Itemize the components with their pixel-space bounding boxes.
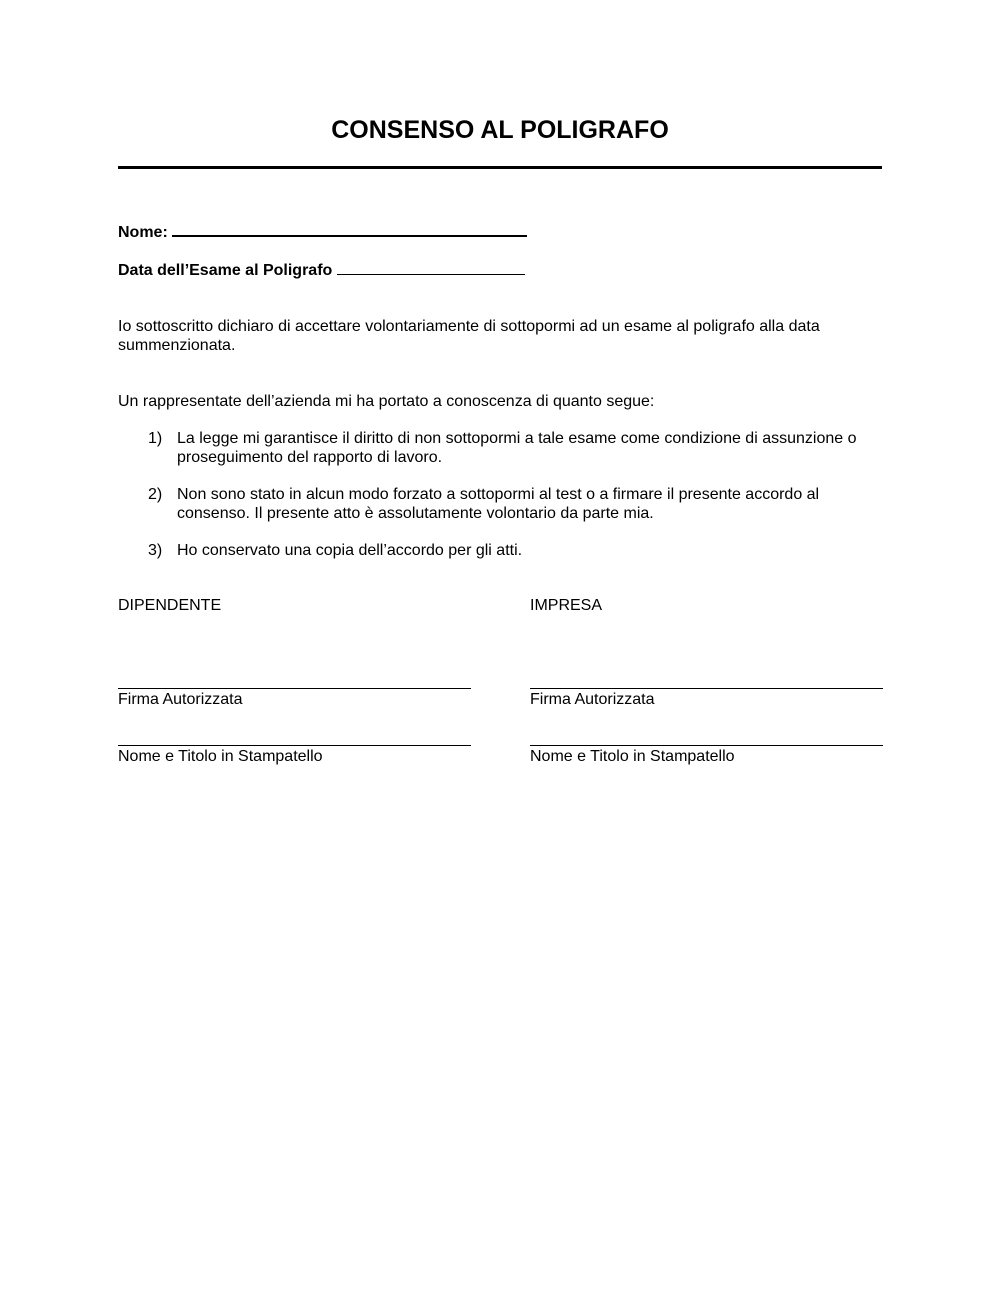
title-divider bbox=[118, 166, 882, 169]
date-label: Data dell’Esame al Poligrafo bbox=[118, 262, 333, 279]
employee-signature-label: Firma Autorizzata bbox=[118, 691, 243, 708]
intro-paragraph: Un rappresentate dell’azienda mi ha portato a conoscenza di quanto segue: bbox=[118, 393, 655, 410]
item-number: 3) bbox=[148, 542, 163, 559]
employee-name-line[interactable] bbox=[118, 745, 471, 746]
date-line[interactable] bbox=[337, 273, 525, 275]
employee-heading: DIPENDENTE bbox=[118, 597, 222, 614]
company-signature-label: Firma Autorizzata bbox=[530, 691, 655, 708]
item-text: Non sono stato in alcun modo forzato a sottopormi al test o a firmare il presente accordo al consenso. Il presente atto è assolutamente volontario da parte mia. bbox=[177, 486, 820, 522]
item-text: La legge mi garantisce il diritto di non sottopormi a tale esame come condizione di assunzione o proseguimento del rapporto di lavoro. bbox=[177, 430, 857, 466]
name-label: Nome: bbox=[118, 224, 168, 241]
name-field[interactable] bbox=[118, 223, 882, 242]
company-name-line[interactable] bbox=[530, 745, 883, 746]
employee-signature-line[interactable] bbox=[118, 688, 471, 689]
list-item bbox=[148, 429, 882, 467]
document-title: CONSENSO AL POLIGRAFO bbox=[331, 116, 669, 144]
date-field[interactable] bbox=[118, 261, 882, 280]
name-line[interactable] bbox=[172, 234, 527, 237]
employee-name-label: Nome e Titolo in Stampatello bbox=[118, 748, 323, 765]
company-signature-line[interactable] bbox=[530, 688, 883, 689]
item-text: Ho conservato una copia dell’accordo per gli atti. bbox=[177, 542, 523, 559]
company-name-label: Nome e Titolo in Stampatello bbox=[530, 748, 735, 765]
item-number: 1) bbox=[148, 430, 163, 447]
list-item bbox=[148, 485, 882, 523]
item-number: 2) bbox=[148, 486, 163, 503]
declaration-paragraph: Io sottoscritto dichiaro di accettare volontariamente di sottopormi ad un esame al poligrafo alla data summenzionata. bbox=[118, 318, 820, 354]
company-heading: IMPRESA bbox=[530, 597, 603, 614]
list-item bbox=[148, 541, 882, 560]
